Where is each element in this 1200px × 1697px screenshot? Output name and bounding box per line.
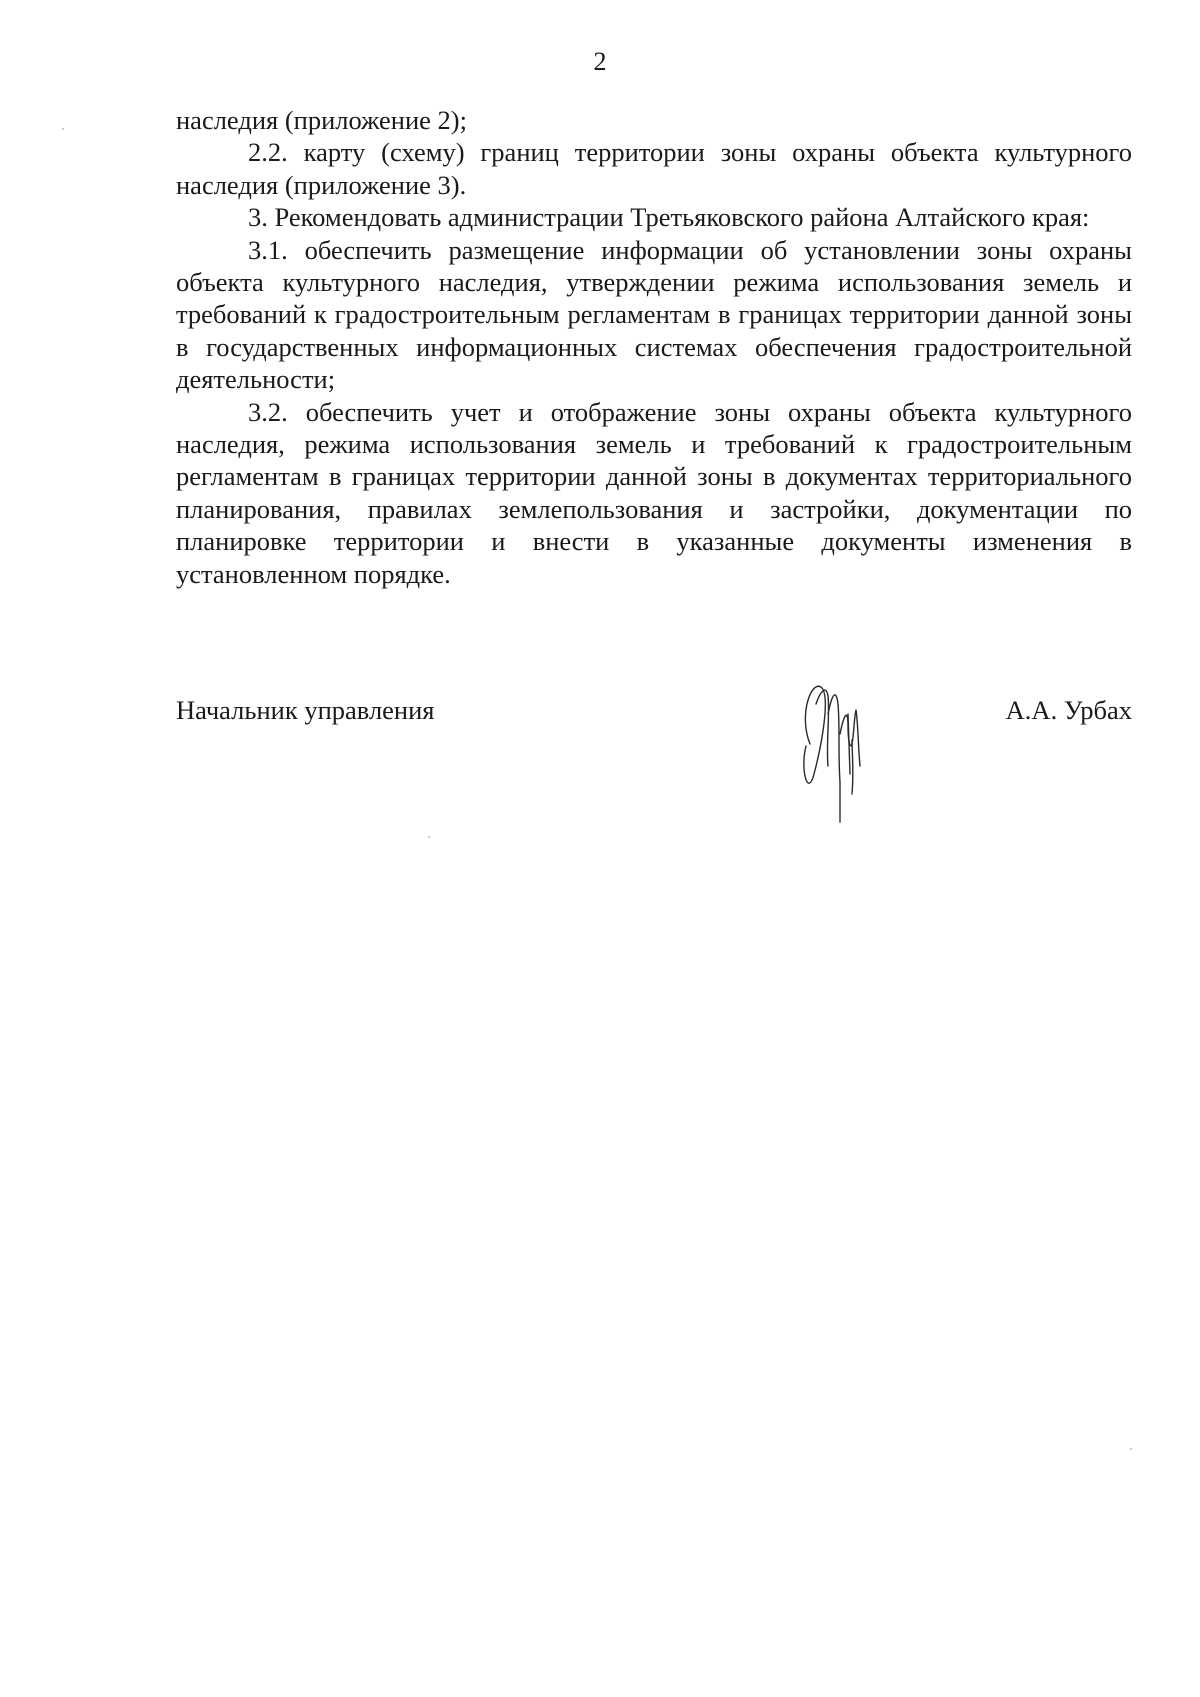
scan-speck <box>428 836 430 838</box>
handwritten-signature <box>792 674 896 824</box>
paragraph-3-1: 3.1. обеспечить размещение информации об установлении зоны охраны объекта культурного наследия, утверждении режима использования земель и требований к градостроительным регламентам в границах территории данной зоны в государственных информационных системах обеспечения градостроительной деятельности; <box>176 234 1132 395</box>
paragraph-2-2: 2.2. карту (схему) границ территории зоны охраны объекта культурного наследия (приложение 3). <box>176 137 1132 200</box>
paragraph-3: 3. Рекомендовать администрации Третьяковского района Алтайского края: <box>248 202 1090 233</box>
document-body <box>176 104 1132 590</box>
scan-speck <box>1130 1448 1132 1450</box>
signature-block <box>0 690 1200 840</box>
scan-speck <box>62 128 64 130</box>
paragraph-continuation: наследия (приложение 2); <box>176 105 467 135</box>
signatory-position: Начальник управления <box>176 695 435 725</box>
paragraph-3-2: 3.2. обеспечить учет и отображение зоны охраны объекта культурного наследия, режима использования земель и требований к градостроительным регламентам в границах территории данной зоны в документах территориального планирования, правилах землепользования и застройки, документации по планировке территории и внести в указанные документы изменения в установленном порядке. <box>176 396 1132 589</box>
signatory-name: А.А. Урбах <box>1005 695 1132 725</box>
page-number: 2 <box>593 47 607 76</box>
